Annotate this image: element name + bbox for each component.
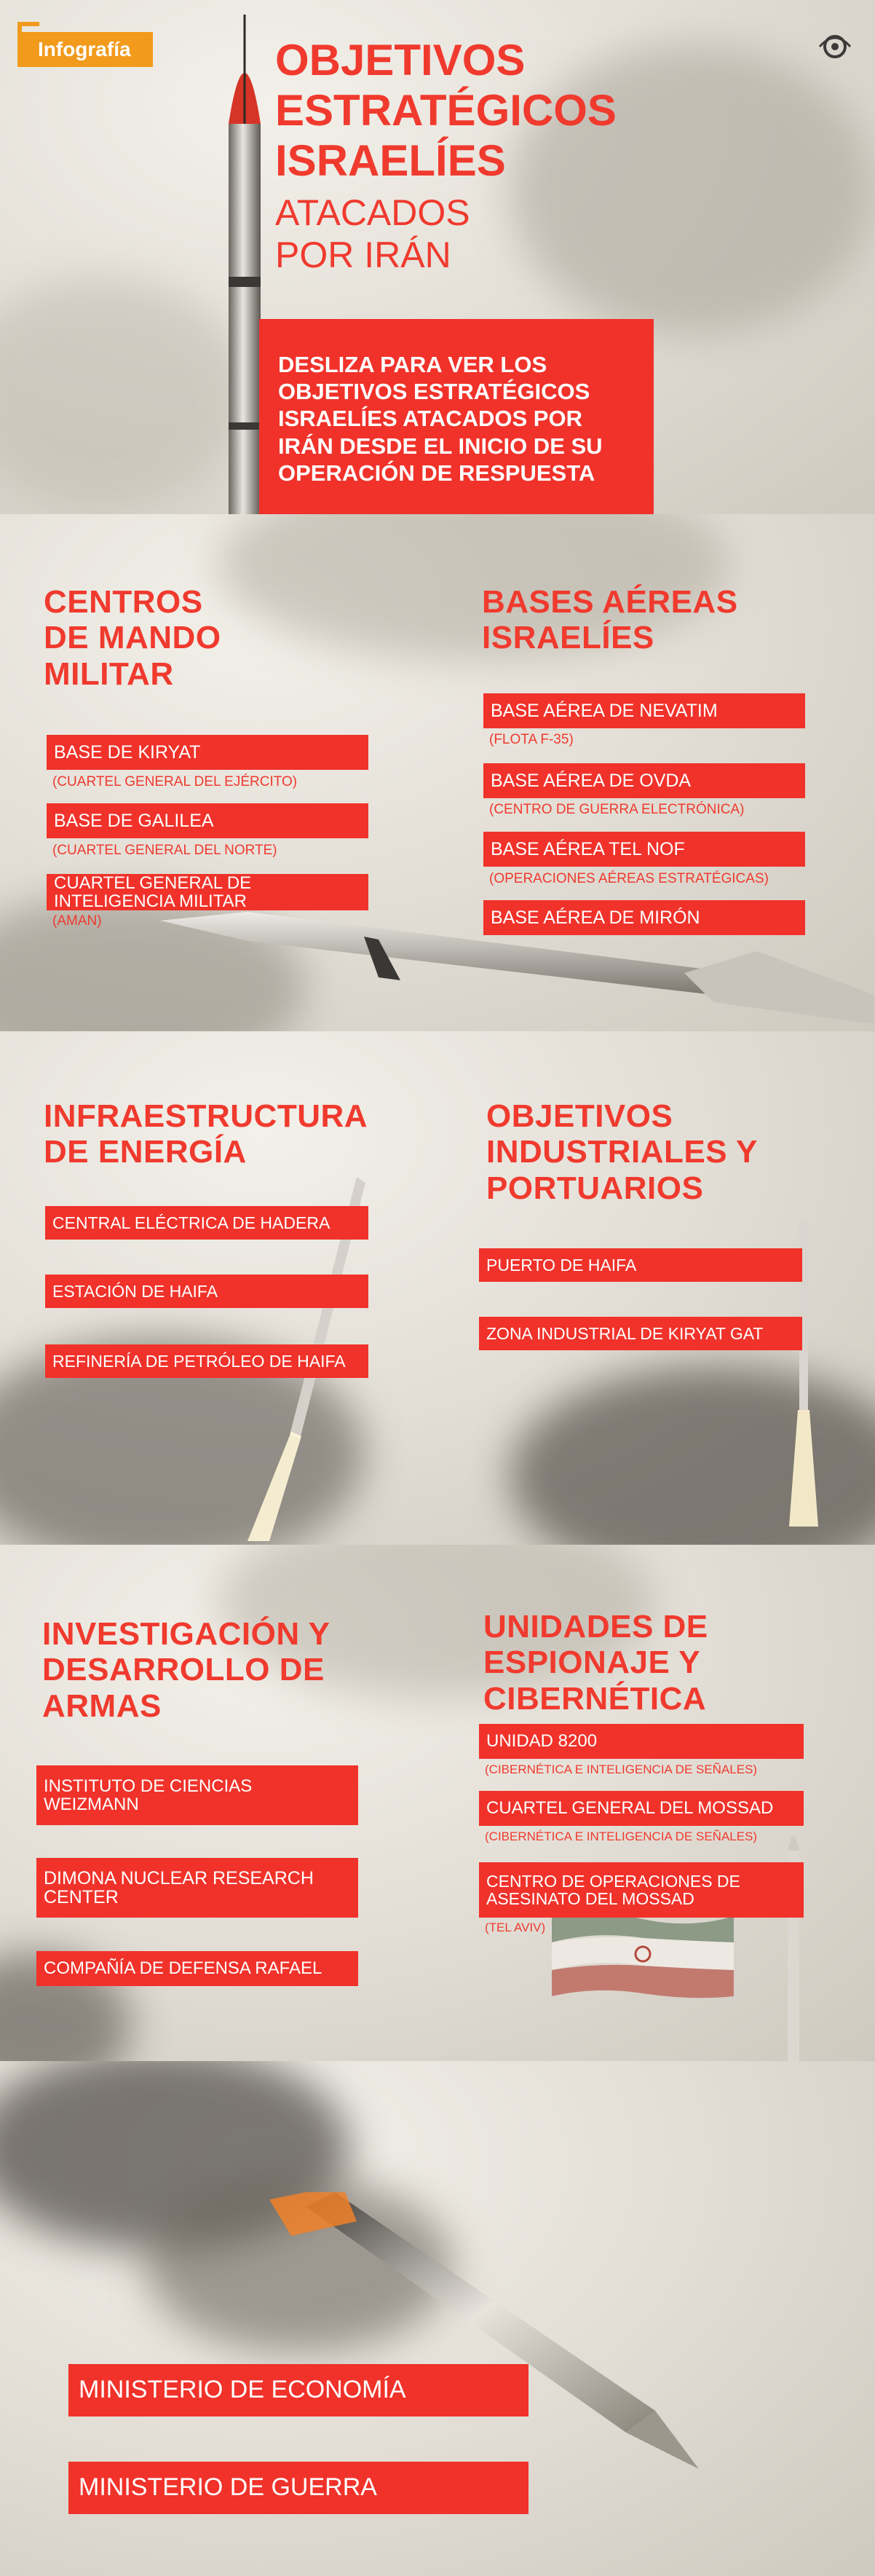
section-title-industriales: OBJETIVOS INDUSTRIALES Y PORTUARIOS	[486, 1098, 758, 1206]
section-title-investigacion: INVESTIGACIÓN Y DESARROLLO DE ARMAS	[42, 1616, 330, 1724]
falling-missile-illustration	[248, 2192, 874, 2498]
target-base-galilea: BASE DE GALILEA	[47, 803, 368, 838]
target-note-kiryat: (CUARTEL GENERAL DEL EJÉRCITO)	[52, 774, 298, 789]
ministries-panel	[0, 2061, 875, 2576]
target-miron: BASE AÉREA DE MIRÓN	[483, 900, 805, 935]
target-note-mossad-ops: (TEL AVIV)	[485, 1921, 546, 1934]
target-dimona: DIMONA NUCLEAR RESEARCH CENTER	[36, 1858, 358, 1918]
energy-industrial-panel	[0, 1031, 875, 1545]
target-mossad-hq: CUARTEL GENERAL DEL MOSSAD	[479, 1791, 804, 1826]
target-base-kiryat: BASE DE KIRYAT	[47, 735, 368, 770]
target-estacion-haifa: ESTACIÓN DE HAIFA	[45, 1275, 368, 1308]
target-note-aman: (AMAN)	[52, 913, 102, 929]
target-aman: CUARTEL GENERAL DE INTELIGENCIA MILITAR	[47, 874, 368, 910]
target-unidad-8200: UNIDAD 8200	[479, 1724, 804, 1759]
main-subtitle: ATACADOS POR IRÁN	[275, 192, 470, 275]
target-rafael: COMPAÑÍA DE DEFENSA RAFAEL	[36, 1951, 358, 1986]
command-airbase-panel	[0, 514, 875, 1031]
intro-text: DESLIZA PARA VER LOS OBJETIVOS ESTRATÉGICOS ISRAELÍES ATACADOS POR IRÁN DESDE EL INICIO DE SU OPERACIÓN DE RESPUESTA	[259, 319, 654, 514]
target-note-mossad-hq: (CIBERNÉTICA E INTELIGENCIA DE SEÑALES)	[485, 1829, 758, 1843]
target-note-nevatim: (FLOTA F-35)	[489, 732, 574, 747]
target-ministerio-economia: MINISTERIO DE ECONOMÍA	[68, 2364, 528, 2417]
research-espionage-panel	[0, 1545, 875, 2061]
hero-panel	[0, 0, 875, 514]
target-ministerio-guerra: MINISTERIO DE GUERRA	[68, 2462, 528, 2514]
section-title-espionaje: UNIDADES DE ESPIONAJE Y CIBERNÉTICA	[483, 1609, 708, 1717]
target-ovda: BASE AÉREA DE OVDA	[483, 763, 805, 798]
section-title-aereas: BASES AÉREAS ISRAELÍES	[482, 584, 738, 656]
main-title: OBJETIVOS ESTRATÉGICOS ISRAELÍES	[275, 36, 617, 185]
target-note-galilea: (CUARTEL GENERAL DEL NORTE)	[52, 843, 277, 858]
target-note-ovda: (CENTRO DE GUERRA ELECTRÓNICA)	[489, 802, 745, 817]
target-mossad-ops: CENTRO DE OPERACIONES DE ASESINATO DEL MOSSAD	[479, 1862, 804, 1918]
target-refineria-haifa: REFINERÍA DE PETRÓLEO DE HAIFA	[45, 1344, 368, 1378]
target-puerto-haifa: PUERTO DE HAIFA	[479, 1248, 802, 1282]
target-weizmann: INSTITUTO DE CIENCIAS WEIZMANN	[36, 1765, 358, 1825]
target-kiryat-gat: ZONA INDUSTRIAL DE KIRYAT GAT	[479, 1317, 802, 1350]
missile-vertical-illustration	[779, 1821, 808, 2061]
network-logo-icon	[814, 32, 856, 61]
iran-flag-illustration	[552, 1909, 734, 2004]
target-note-tel-nof: (OPERACIONES AÉREAS ESTRATÉGICAS)	[489, 871, 769, 886]
target-note-unidad-8200: (CIBERNÉTICA E INTELIGENCIA DE SEÑALES)	[485, 1762, 758, 1776]
section-title-energia: INFRAESTRUCTURA DE ENERGÍA	[44, 1098, 368, 1170]
target-tel-nof: BASE AÉREA TEL NOF	[483, 832, 805, 867]
target-hadera: CENTRAL ELÉCTRICA DE HADERA	[45, 1206, 368, 1240]
section-title-mando: CENTROS DE MANDO MILITAR	[44, 584, 221, 692]
infografia-tag: Infografía	[17, 32, 153, 67]
target-nevatim: BASE AÉREA DE NEVATIM	[483, 693, 805, 728]
